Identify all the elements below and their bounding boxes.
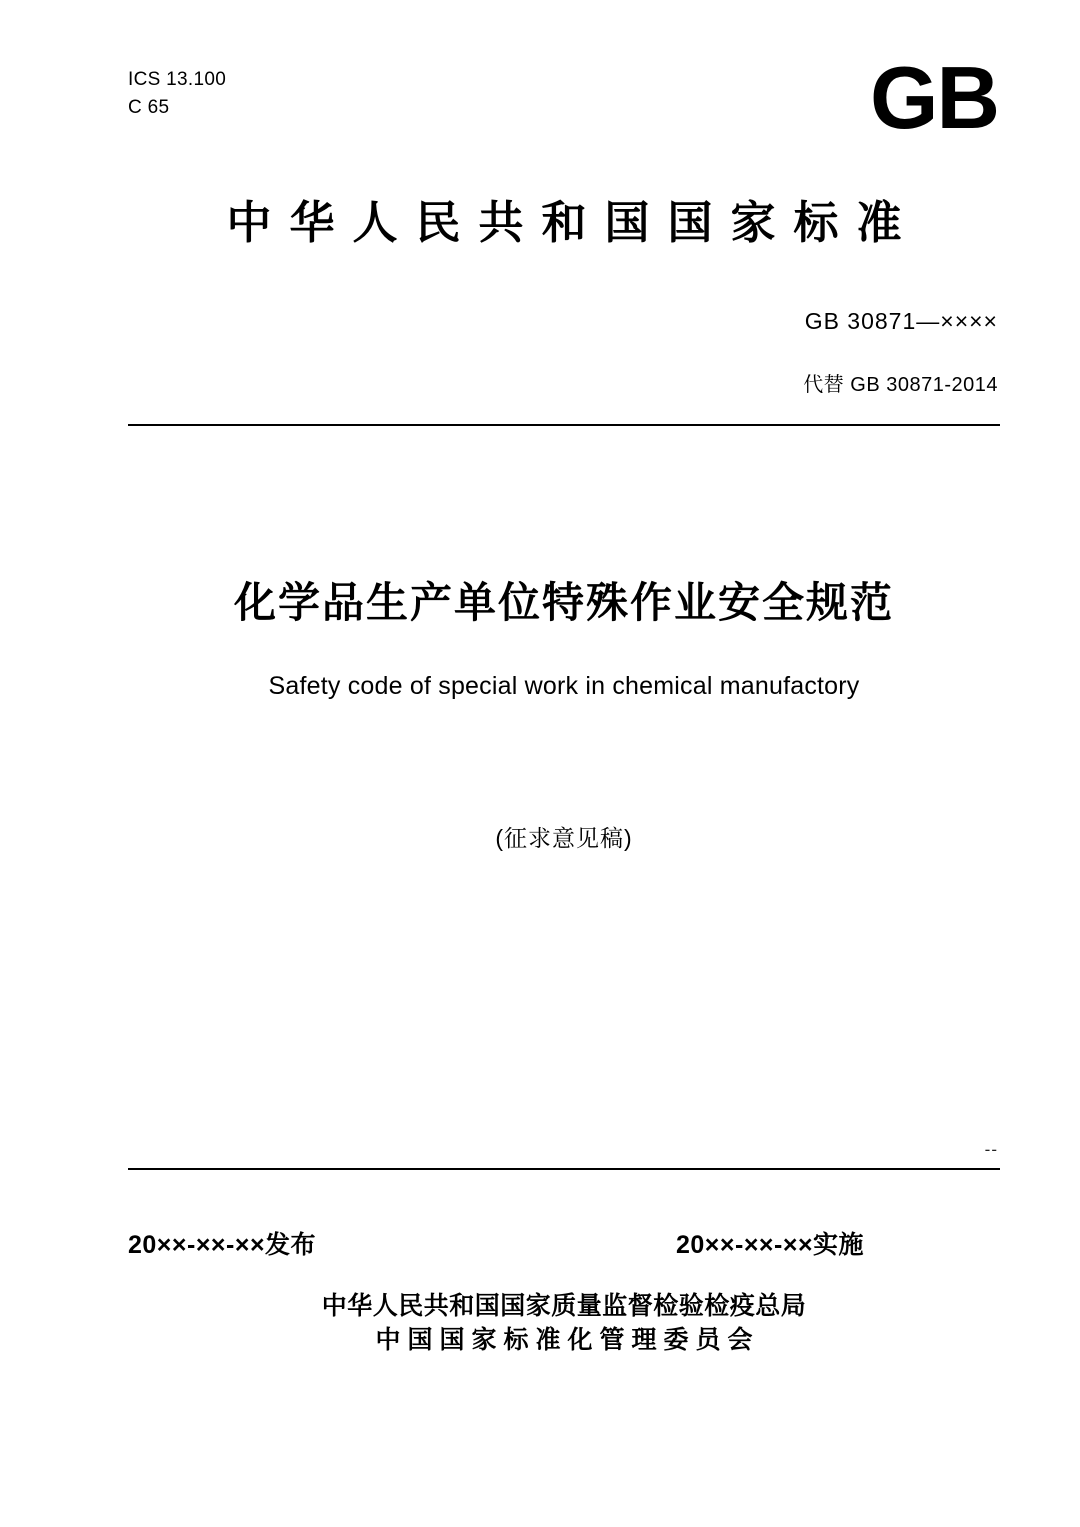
ccs-code: C 65 bbox=[128, 96, 170, 118]
draft-status-note: (征求意见稿) bbox=[495, 825, 633, 851]
gb-logo: GB bbox=[870, 48, 998, 147]
footer-divider bbox=[128, 1168, 1000, 1170]
implementation-date: 20××-××-××实施 bbox=[676, 1231, 865, 1259]
footer-dates bbox=[128, 1225, 1000, 1259]
page-mark: -- bbox=[984, 1140, 998, 1159]
replaced-standard: 代替 GB 30871-2014 bbox=[803, 374, 998, 396]
issuer-sac: 中国国家标准化管理委员会 bbox=[375, 1325, 760, 1354]
header-row bbox=[128, 48, 1000, 176]
standard-number: GB 30871—×××× bbox=[804, 308, 998, 334]
issuing-authorities bbox=[128, 1290, 1000, 1358]
ics-code: ICS 13.100 bbox=[128, 69, 227, 90]
header-divider bbox=[128, 424, 1000, 426]
issue-date: 20××-××-××发布 bbox=[128, 1231, 317, 1259]
page-content bbox=[128, 0, 1000, 1527]
classification-block bbox=[128, 66, 226, 121]
issuer-aqsiq: 中华人民共和国国家质量监督检验检疫总局 bbox=[321, 1292, 807, 1320]
national-standard-title: 中华人民共和国国家标准 bbox=[226, 197, 920, 248]
document-title-cn: 化学品生产单位特殊作业安全规范 bbox=[233, 579, 894, 626]
document-title-en: Safety code of special work in chemical manufactory bbox=[268, 672, 860, 700]
